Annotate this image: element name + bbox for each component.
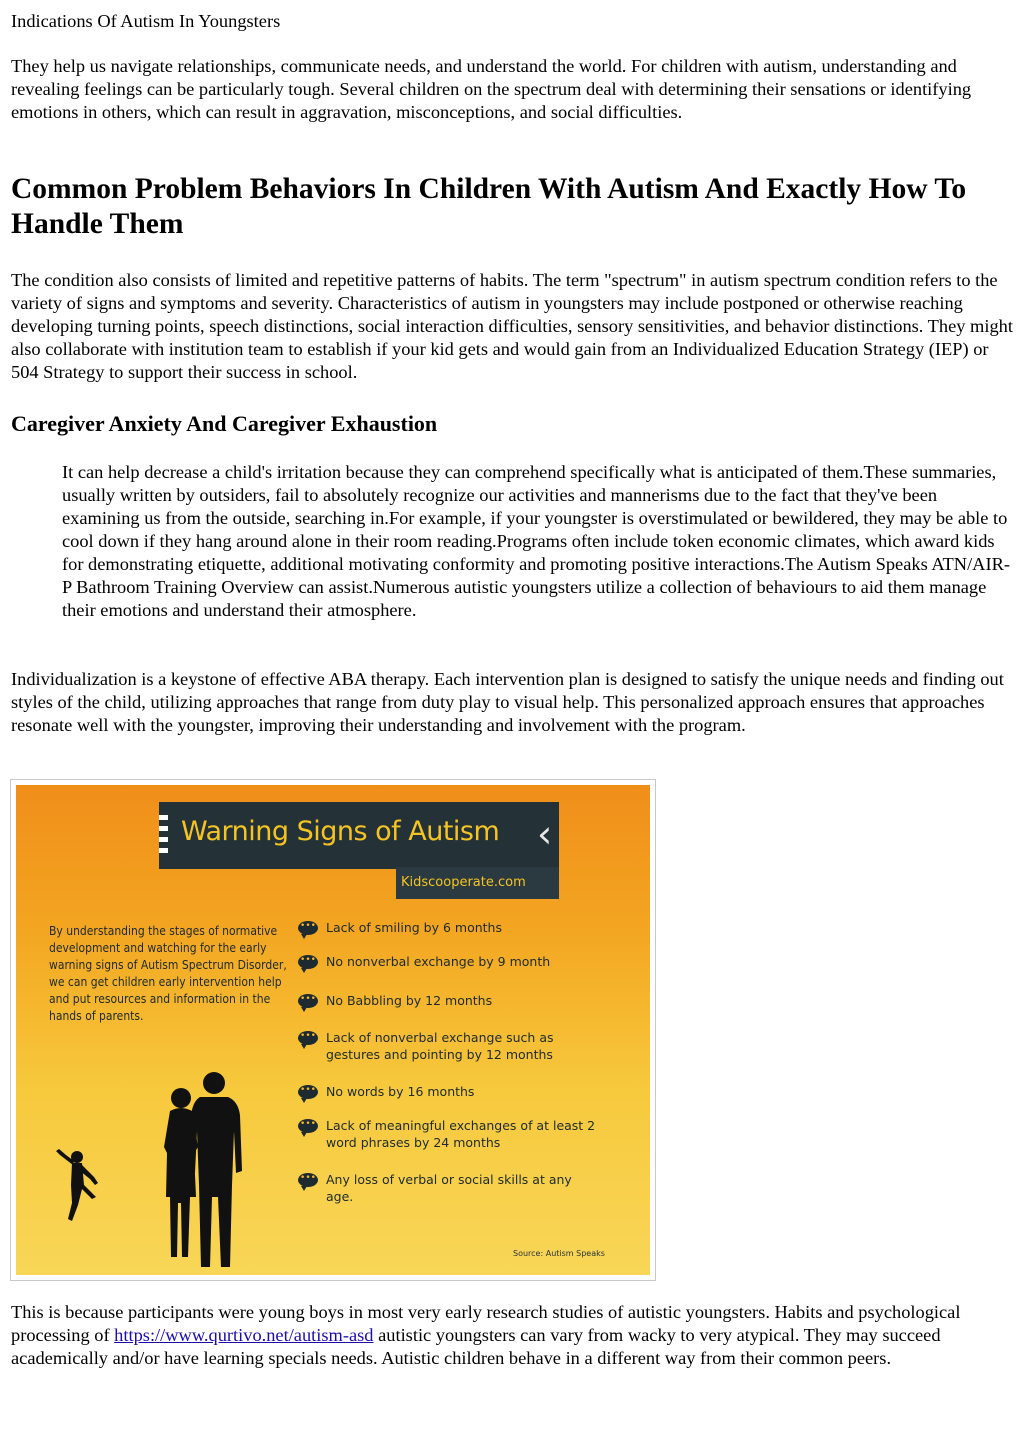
closing-paragraph: This is because participants were young boys in most very early research studies of autistic youngsters. Habits and psychological processing of https://www.qurtivo.net/autism-asd autistic youngsters can vary from wacky to very atypical. They may succeed academically and/or have learning specials needs. Autistic children behave in a different way from their common peers. — [11, 1302, 961, 1368]
infographic-source: Source: Autism Speaks — [513, 1249, 605, 1258]
infographic-title: Warning Signs of Autism — [181, 816, 500, 847]
caregiver-heading: Caregiver Anxiety And Caregiver Exhaustion — [11, 411, 438, 436]
warning-sign-item: ••• No words by 16 months — [298, 1083, 598, 1103]
speech-bubble-icon: ••• — [298, 955, 318, 969]
page-title: Indications Of Autism In Youngsters — [11, 11, 281, 31]
caregiver-blockquote: It can help decrease a child's irritation because they can comprehend specifically what is anticipated of them.These summaries, usually written by outsiders, fail to absolutely recognize our activities and mannerisms due to the fact that they've been examining us from the outside, searching in.For example, if your youngster is overstimulated or bewildered, they may be able to cool down if they hang around alone in their room reading.Programs often include token economic climates, which award kids for demonstrating etiquette, additional motivating conformity and promoting positive interactions.The Autism Speaks ATN/AIR-P Bathroom Training Overview can assist.Numerous autistic youngsters utilize a collection of behaviours to aid them manage their emotions and understand their atmosphere. — [62, 462, 1010, 620]
speech-bubble-icon: ••• — [298, 1085, 318, 1099]
spectrum-paragraph: The condition also consists of limited and repetitive patterns of habits. The term "spectrum" in autism spectrum condition refers to the variety of signs and symptoms and severity. Characteristics of autism in youngsters may include postponed or otherwise reaching developing turning points, speech distinctions, social interaction difficulties, sensory sensitivities, and behavior distinctions. They might also collaborate with institution team to establish if your kid gets and would gain from an Individualized Education Strategy (IEP) or 504 Strategy to support their success in school. — [11, 270, 1013, 382]
intro-paragraph: They help us navigate relationships, communicate needs, and understand the world. For children with autism, understanding and revealing feelings can be particularly tough. Several children on the spectrum deal with determining their sensations or identifying emotions in others, which can result in aggravation, misconceptions, and social difficulties. — [11, 56, 972, 122]
aba-paragraph: Individualization is a keystone of effective ABA therapy. Each intervention plan is designed to satisfy the unique needs and finding out styles of the child, utilizing approaches that range from duty play to visual help. This personalized approach ensures that approaches resonate well with the youngster, improving their understanding and involvement with the program. — [11, 669, 1004, 735]
speech-bubble-icon: ••• — [298, 1119, 318, 1133]
main-heading: Common Problem Behaviors In Children With Autism And Exactly How To Handle Them — [11, 173, 967, 240]
chevron-left-icon: ‹ — [537, 812, 553, 856]
family-silhouette-illustration — [16, 785, 650, 1275]
autism-asd-link[interactable]: https://www.qurtivo.net/autism-asd — [114, 1325, 374, 1345]
man-silhouette-icon — [189, 1072, 242, 1267]
warning-sign-item: ••• Lack of smiling by 6 months — [298, 919, 598, 939]
warning-sign-item: ••• Lack of meaningful exchanges of at least 2 word phrases by 24 months — [298, 1117, 598, 1153]
warning-signs-infographic — [16, 785, 650, 1275]
warning-sign-item: ••• No Babbling by 12 months — [298, 992, 598, 1012]
warning-sign-item: ••• Lack of nonverbal exchange such as gestures and pointing by 12 months — [298, 1029, 598, 1065]
warning-sign-item: ••• No nonverbal exchange by 9 month — [298, 953, 598, 973]
infographic-frame — [10, 779, 656, 1281]
speech-bubble-icon: ••• — [298, 921, 318, 935]
speech-bubble-icon: ••• — [298, 994, 318, 1008]
child-silhouette-icon — [56, 1149, 98, 1221]
warning-sign-item: ••• Any loss of verbal or social skills at any age. — [298, 1171, 598, 1207]
speech-bubble-icon: ••• — [298, 1173, 318, 1187]
infographic-intro: By understanding the stages of normative development and watching for the early warning signs of Autism Spectrum Disorder, we can get children early intervention help and put resources and information in the hands of parents. — [49, 924, 287, 1023]
speech-bubble-icon: ••• — [298, 1031, 318, 1045]
site-name: Kidscooperate.com — [401, 875, 526, 890]
